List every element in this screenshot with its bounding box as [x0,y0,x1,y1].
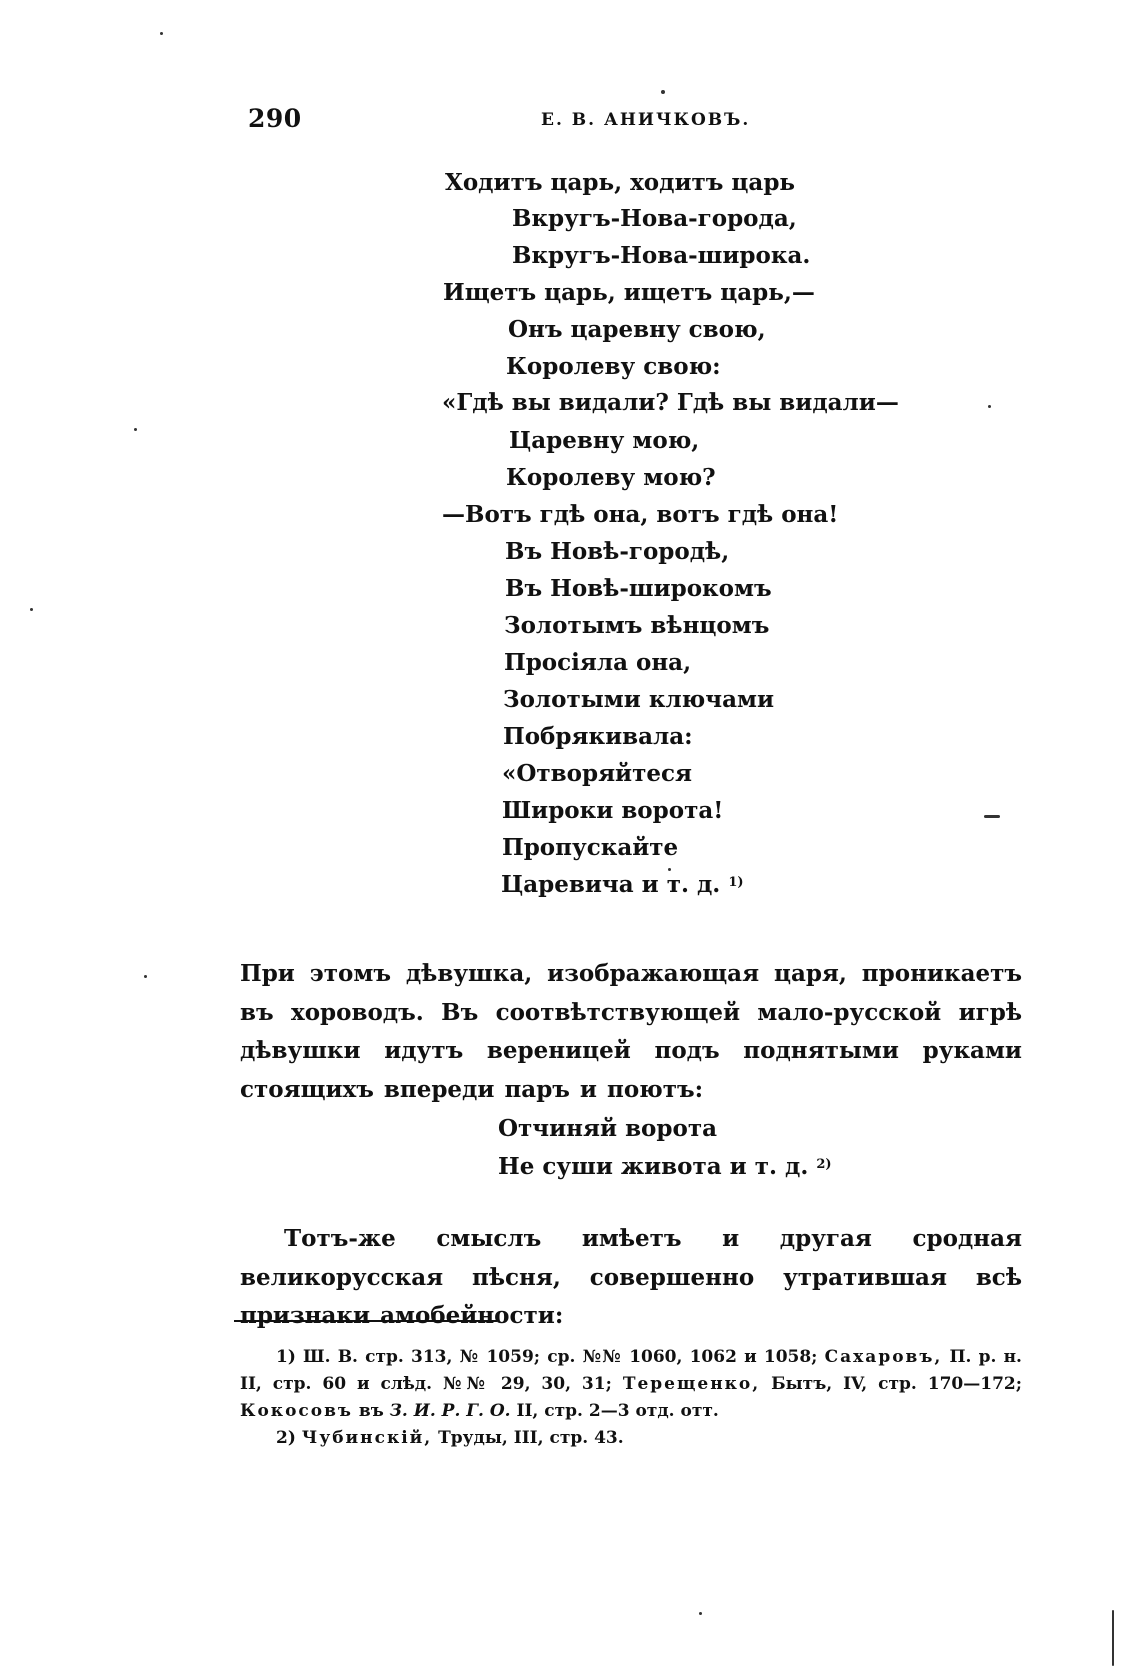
footnotes [240,1344,1022,1452]
poem-line: Золотымъ вѣнцомъ [504,612,770,639]
poem-line: «Гдѣ вы видали? Гдѣ вы видали— [442,389,899,416]
poem-line [501,872,744,898]
poem-line: «Отворяйтеся [502,760,692,787]
poem-line: —Вотъ гдѣ она, вотъ гдѣ она! [442,501,839,528]
quote-line-2-text: Не суши живота и т. д. [498,1153,809,1180]
scan-speck [144,975,147,978]
poem-line: Просіяла она, [504,649,692,676]
footnote-rule [234,1320,497,1322]
footnote-2-text: Труды, III, стр. 43. [438,1428,624,1448]
running-head: Е. В. АНИЧКОВЪ. [541,110,751,130]
footnote-1-author: Кокосовъ [240,1401,353,1421]
quote-line-1: Отчиняй ворота [498,1115,717,1142]
poem-line: Золотыми ключами [503,686,775,713]
footnote-1-author: Терещенко, [622,1374,761,1394]
footnote-1-part: Бытъ, IV, стр. 170—172; [771,1374,1022,1394]
poem-line: Въ Новѣ-городѣ, [505,538,730,565]
poem-line: Въ Новѣ-широкомъ [505,575,772,602]
scan-speck [984,815,1000,818]
footnote-2-author: Чубинскій, [301,1428,433,1448]
scan-speck [668,868,671,871]
scan-speck [134,428,137,431]
quote-line-2 [498,1148,832,1186]
footnote-1 [240,1344,1022,1425]
scan-speck [699,1612,702,1615]
footnote-1-part: въ [358,1401,384,1421]
footnote-1-part: П. р. н. II, стр. 60 и слѣд. №№ 29, 30, 31; [240,1347,1022,1394]
footnote-1-journal: З. И. Р. Г. О. [389,1401,511,1421]
poem-line: Королеву свою: [506,353,721,380]
footnote-2 [240,1425,1022,1452]
poem-last-line-text: Царевича и т. д. [501,871,721,898]
poem-line: Широки ворота! [502,797,724,824]
footnote-1-part: 1) Ш. В. стр. 313, № 1059; ср. №№ 1060, 1062 и 1058; [276,1347,818,1367]
scan-speck [988,405,991,408]
scan-edge-mark [1112,1610,1114,1666]
paragraph-2: Тотъ-же смыслъ имѣетъ и другая сродная великорусская пѣсня, совершенно утратившая всѣ признаки амобейности: [240,1225,1022,1329]
scan-speck [160,32,163,35]
poem-line: Побрякивала: [503,723,693,750]
poem-line: Царевну мою, [509,427,700,454]
poem-line: Ищетъ царь, ищетъ царь,— [443,279,815,306]
footnote-ref-1: 1) [728,875,744,890]
poem-line: Онъ царевну свою, [508,316,766,343]
footnote-ref-2: 2) [816,1157,832,1172]
footnote-2-number: 2) [276,1428,296,1448]
poem-line: Ходитъ царь, ходитъ царь [445,169,796,196]
footnote-1-author: Сахаровъ, [824,1347,943,1367]
poem-line: Вкругъ-Нова-города, [512,205,797,232]
scan-speck [30,608,33,611]
footnote-1-part: II, стр. 2—3 отд. отт. [516,1401,719,1421]
paragraph-1: При этомъ дѣвушка, изображающая царя, проникаетъ въ хороводъ. Въ соотвѣтствующей мало-русской игрѣ дѣвушки идутъ вереницей подъ поднятыми руками стоящихъ впереди паръ и поютъ: [240,960,1022,1103]
poem-line: Пропускайте [502,834,679,861]
poem-line: Вкругъ-Нова-широка. [512,242,811,269]
scan-speck [661,90,665,94]
poem-line: Королеву мою? [506,464,716,491]
page-number: 290 [248,104,302,133]
